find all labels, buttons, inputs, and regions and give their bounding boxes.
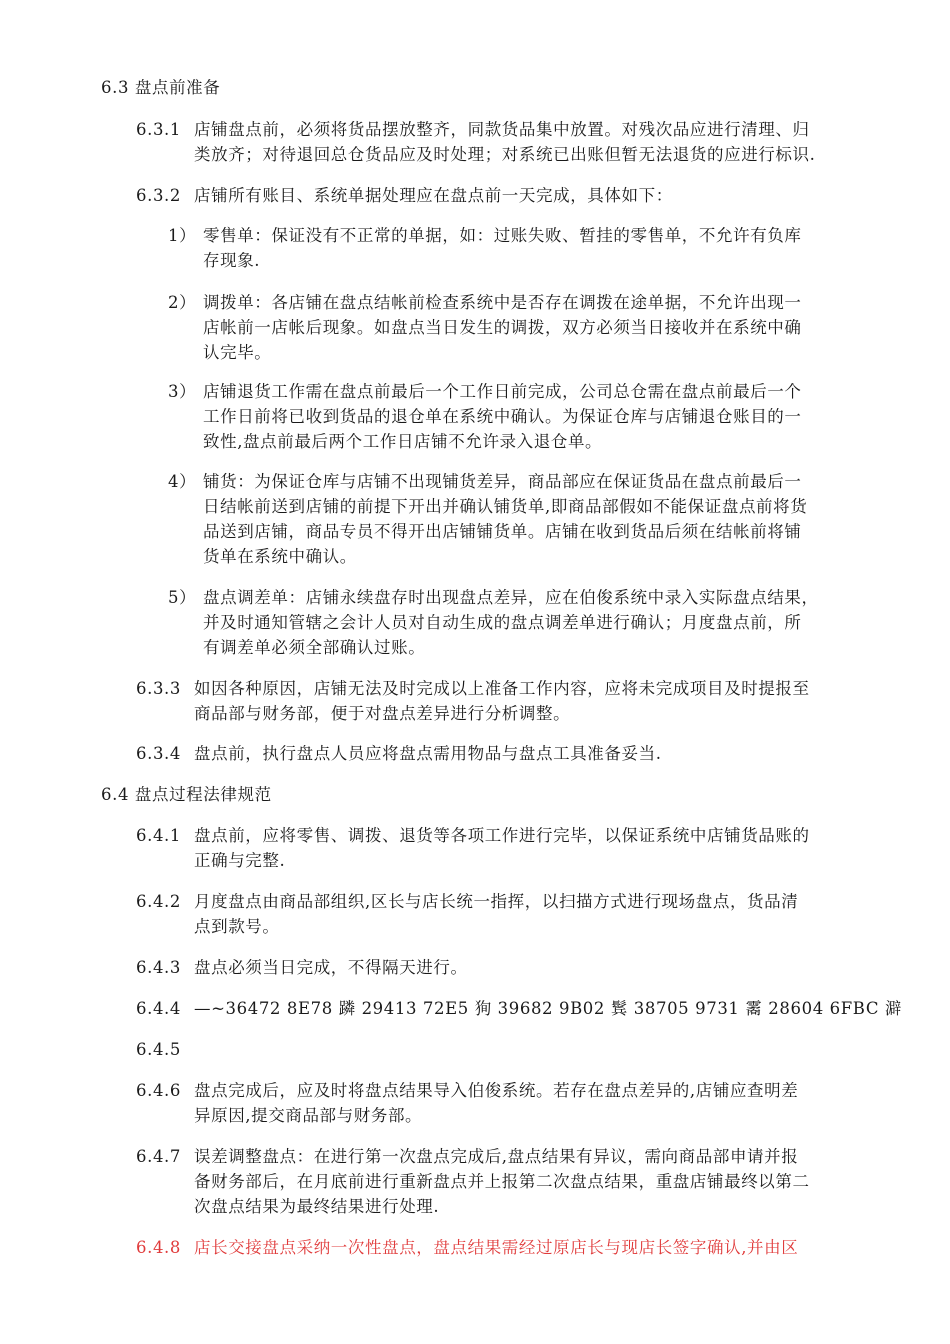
clause-text-line: 店铺盘点前，必须将货品摆放整齐，同款货品集中放置。对残次品应进行清理、归 [194, 120, 810, 139]
list-item-text-line: 货单在系统中确认。 [203, 547, 357, 566]
clause-number: 6.3.1 [136, 120, 181, 139]
clause-text-line: 正确与完整. [194, 851, 286, 870]
list-item-text-line: 日结帐前送到店铺的前提下开出并确认铺货单,即商品部假如不能保证盘点前将货 [203, 497, 808, 516]
list-item-text-line: 盘点调差单：店铺永续盘存时出现盘点差异，应在伯俊系统中录入实际盘点结果， [203, 588, 819, 607]
clause-number: 6.3.4 [136, 744, 181, 763]
clause-text-line: 次盘点结果为最终结果进行处理. [194, 1197, 440, 1216]
list-item-text-line: 调拨单：各店铺在盘点结帐前检查系统中是否存在调拨在途单据，不允许出现一 [203, 293, 802, 312]
list-item-text-line: 工作日前将已收到货品的退仓单在系统中确认。为保证仓库与店铺退仓账目的一 [203, 407, 802, 426]
list-item-text-line: 店帐前一店帐后现象。如盘点当日发生的调拨，双方必须当日接收并在系统中确 [203, 318, 802, 337]
clause-text-line: 店铺所有账目、系统单据处理应在盘点前一天完成，具体如下： [194, 186, 673, 205]
clause-number: 6.4.1 [136, 826, 181, 845]
clause-text-line: 商品部与财务部，便于对盘点差异进行分析调整。 [194, 704, 571, 723]
clause-text-line: 盘点必须当日完成，不得隔天进行。 [194, 958, 468, 977]
clause-text-line-highlighted: 店长交接盘点采纳一次性盘点，盘点结果需经过原店长与现店长签字确认,并由区 [194, 1238, 799, 1257]
clause-text-line: 类放齐；对待退回总仓货品应及时处理；对系统已出账但暂无法退货的应进行标识. [194, 145, 816, 164]
clause-text-line: 盘点前，执行盘点人员应将盘点需用物品与盘点工具准备妥当. [194, 744, 662, 763]
list-item-text-line: 并及时通知管辖之会计人员对自动生成的盘点调差单进行确认；月度盘点前，所 [203, 613, 802, 632]
clause-text-line: 异原因,提交商品部与财务部。 [194, 1106, 423, 1125]
clause-text-line: 月度盘点由商品部组织,区长与店长统一指挥，以扫描方式进行现场盘点，货品清 [194, 892, 799, 911]
clause-text-line: 盘点前，应将零售、调拨、退货等各项工作进行完毕，以保证系统中店铺货品账的 [194, 826, 810, 845]
clause-text-line: —~36472 8E78 蹸 29413 72E5 狥 39682 9B02 鬂 38705 9731 霱 28604 6FBC 澼 [194, 999, 902, 1018]
section-6-4-title: 6.4 盘点过程法律规范 [101, 785, 272, 804]
clause-number-highlighted: 6.4.8 [136, 1238, 181, 1257]
list-item-text-line: 认完毕。 [203, 343, 272, 362]
clause-number: 6.4.6 [136, 1081, 181, 1100]
clause-number: 6.3.3 [136, 679, 181, 698]
clause-number: 6.4.3 [136, 958, 181, 977]
clause-number: 6.4.5 [136, 1040, 181, 1059]
list-item-number: 3） [168, 382, 197, 401]
list-item-text-line: 品送到店铺，商品专员不得开出店铺铺货单。店铺在收到货品后须在结帐前将铺 [203, 522, 802, 541]
list-item-text-line: 有调差单必须全部确认过账。 [203, 638, 426, 657]
list-item-number: 5） [168, 588, 197, 607]
list-item-text-line: 店铺退货工作需在盘点前最后一个工作日前完成，公司总仓需在盘点前最后一个 [203, 382, 802, 401]
clause-text-line: 备财务部后，在月底前进行重新盘点并上报第二次盘点结果，重盘店铺最终以第二 [194, 1172, 810, 1191]
clause-number: 6.3.2 [136, 186, 181, 205]
list-item-number: 2） [168, 293, 197, 312]
list-item-text-line: 铺货：为保证仓库与店铺不出现铺货差异，商品部应在保证货品在盘点前最后一 [203, 472, 802, 491]
clause-number: 6.4.7 [136, 1147, 181, 1166]
clause-text-line: 盘点完成后，应及时将盘点结果导入伯俊系统。若存在盘点差异的,店铺应查明差 [194, 1081, 799, 1100]
clause-text-line: 点到款号。 [194, 917, 280, 936]
list-item-text-line: 存现象. [203, 251, 261, 270]
list-item-text-line: 零售单：保证没有不正常的单据，如：过账失败、暂挂的零售单，不允许有负库 [203, 226, 802, 245]
clause-number: 6.4.4 [136, 999, 181, 1018]
section-6-3-title: 6.3 盘点前准备 [101, 78, 221, 97]
clause-text-line: 如因各种原因，店铺无法及时完成以上准备工作内容，应将未完成项目及时提报至 [194, 679, 810, 698]
clause-text-line: 误差调整盘点：在进行第一次盘点完成后,盘点结果有异议，需向商品部申请并报 [194, 1147, 799, 1166]
clause-number: 6.4.2 [136, 892, 181, 911]
list-item-number: 4） [168, 472, 197, 491]
list-item-text-line: 致性,盘点前最后两个工作日店铺不允许录入退仓单。 [203, 432, 603, 451]
list-item-number: 1） [168, 226, 197, 245]
